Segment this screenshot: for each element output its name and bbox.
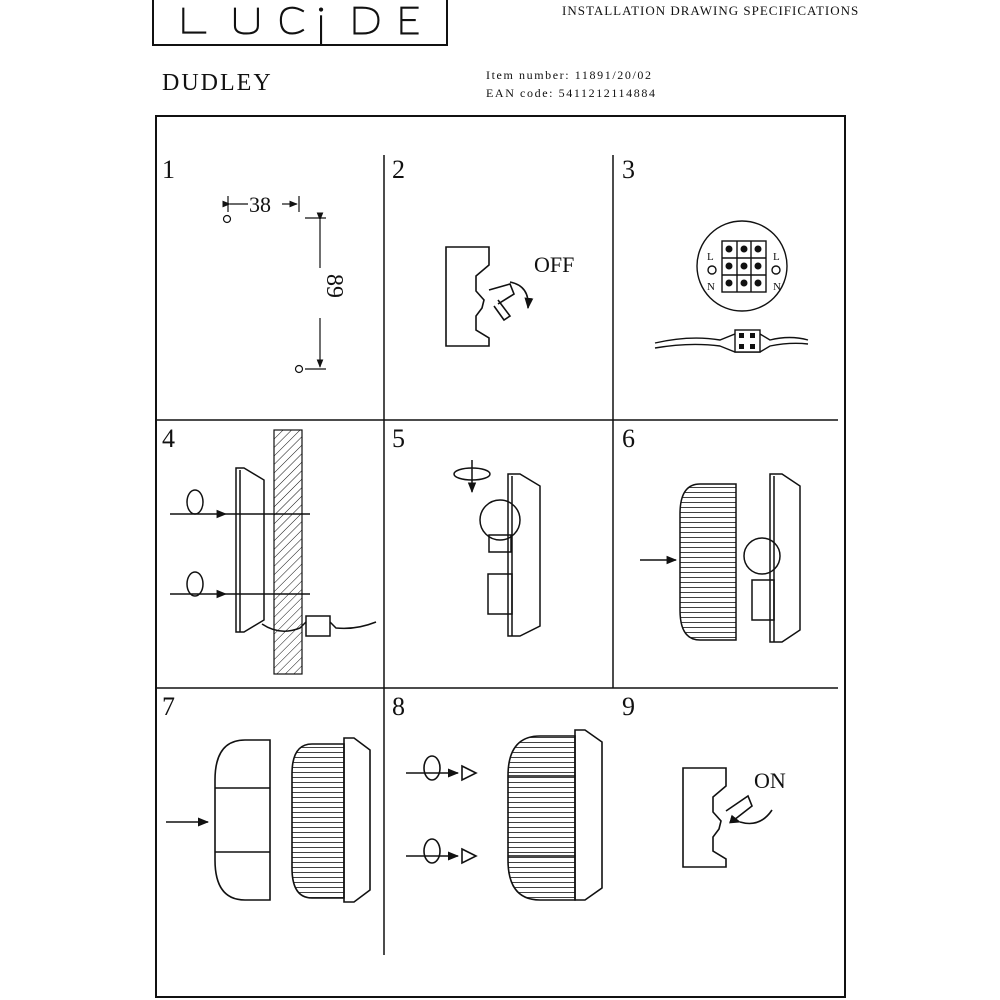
spec-title: INSTALLATION DRAWING SPECIFICATIONS	[562, 3, 860, 18]
step-2-switch-off	[446, 247, 528, 346]
off-label: OFF	[534, 252, 575, 277]
ean-code: EAN code: 5411212114884	[486, 86, 657, 100]
step-number-9: 9	[622, 692, 635, 721]
terminal-n-left: N	[707, 281, 715, 293]
step-number-2: 2	[392, 155, 405, 184]
step-3-terminal-block	[655, 221, 808, 352]
step-number-5: 5	[392, 424, 405, 453]
step-8-screws	[406, 730, 602, 900]
step-number-7: 7	[162, 692, 175, 721]
terminal-n-right: N	[773, 281, 781, 293]
on-label: ON	[754, 768, 786, 793]
step-number-1: 1	[162, 155, 175, 184]
step-1-drill-holes	[224, 196, 327, 373]
dim-89-label: 89	[321, 274, 347, 298]
step-5-bulb	[454, 460, 540, 636]
dim-38-label: 38	[249, 192, 271, 217]
step-7-cage	[166, 738, 370, 902]
terminal-l-left: L	[707, 251, 714, 263]
product-name: DUDLEY	[162, 70, 273, 96]
step-number-3: 3	[622, 155, 635, 184]
step-number-6: 6	[622, 424, 635, 453]
step-number-8: 8	[392, 692, 405, 721]
terminal-l-right: L	[773, 251, 780, 263]
step-number-4: 4	[162, 424, 175, 453]
step-4-wall-mount	[170, 430, 376, 674]
step-6-diffuser	[640, 474, 800, 642]
item-number: Item number: 11891/20/02	[486, 68, 653, 82]
